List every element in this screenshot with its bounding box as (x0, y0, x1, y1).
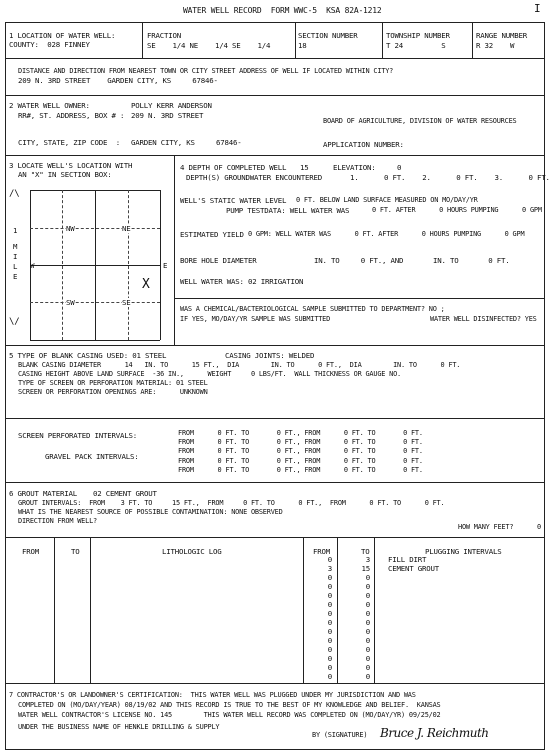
screen-intervals-label: SCREEN PERFORATED INTERVALS: (18, 431, 137, 440)
casing-diameter: BLANK CASING DIAMETER 14 IN. TO 15 FT., DIA IN. TO 0 FT., DIA IN. TO 0 FT. (18, 361, 461, 369)
plug-to-cell: 0 (365, 582, 370, 591)
log-header-from: FROM (22, 547, 39, 556)
divider (5, 58, 545, 59)
divider (5, 95, 545, 96)
grid-dash (30, 302, 160, 303)
log-header-plug-to: TO (361, 547, 370, 556)
pump-value: 0 FT. AFTER 0 HOURS PUMPING 0 GPM (372, 206, 542, 214)
application-label: APPLICATION NUMBER: (323, 140, 404, 149)
static-value: 0 FT. BELOW LAND SURFACE MEASURED ON MO/DAY/YR (296, 196, 478, 204)
fraction-value: SE 1/4 NE 1/4 SE 1/4 (147, 41, 271, 50)
elevation-label: ELEVATION: (333, 163, 376, 172)
depth-label: 4 DEPTH OF COMPLETED WELL (180, 163, 287, 172)
casing-height: CASING HEIGHT ABOVE LAND SURFACE -36 IN., WEIGHT 0 LBS/FT. WALL THICKNESS OR GAUGE NO. (18, 370, 402, 378)
screen-type: TYPE OF SCREEN OR PERFORATION MATERIAL: 01 STEEL (18, 379, 208, 387)
plug-from-cell: 0 (327, 672, 332, 681)
groundwater-label: DEPTH(S) GROUNDWATER ENCOUNTERED (186, 173, 322, 182)
section-value: 18 (298, 41, 307, 50)
plug-to-cell: 0 (365, 645, 370, 654)
divider (295, 22, 296, 58)
county-value: COUNTY: 028 FINNEY (9, 40, 90, 49)
address-label: RR#, ST. ADDRESS, BOX # : (18, 111, 125, 120)
owner-value: POLLY KERR ANDERSON (131, 101, 212, 110)
plug-from-cell: 0 (327, 663, 332, 672)
chemical-sample: WAS A CHEMICAL/BACTERIOLOGICAL SAMPLE SUBMITTED TO DEPARTMENT? NO ; (180, 305, 445, 313)
mile-letter: 1 (13, 226, 18, 235)
well-use: WELL WATER WAS: 02 IRRIGATION (180, 277, 304, 286)
plug-to-cell: 0 (365, 618, 370, 627)
plug-to-cell: 0 (365, 636, 370, 645)
plug-to-cell: 0 (365, 573, 370, 582)
plug-description: CEMENT GROUT (388, 564, 439, 573)
gravel-intervals-label: GRAVEL PACK INTERVALS: (45, 452, 139, 461)
plug-to-cell: 0 (365, 663, 370, 672)
static-label: WELL'S STATIC WATER LEVEL (180, 196, 287, 205)
plug-to-cell: 15 (361, 564, 370, 573)
log-header-to: TO (71, 547, 80, 556)
divider (5, 418, 545, 419)
grid-nw: NW (66, 224, 75, 233)
plug-to-cell: 3 (365, 555, 370, 564)
divider (90, 537, 91, 683)
divider (382, 22, 383, 58)
how-many-feet-value: 0 (537, 523, 541, 531)
log-header-lithologic: LITHOLOGIC LOG (162, 547, 222, 556)
plug-from-cell: 3 (327, 564, 332, 573)
casing-type: 5 TYPE OF BLANK CASING USED: 01 STEEL (9, 351, 167, 360)
mile-letter: L (13, 262, 18, 271)
direction-from-well: DIRECTION FROM WELL? (18, 517, 97, 525)
plug-from-cell: 0 (327, 627, 332, 636)
certification-line-3: WATER WELL CONTRACTOR'S LICENSE NO. 145 THIS WATER WELL RECORD WAS COMPLETED ON (MO/DAY/YR) 09/25/02 (18, 711, 441, 719)
grid-ne: NE (122, 224, 131, 233)
grid-dash (62, 190, 63, 340)
plug-to-cell: 0 (365, 627, 370, 636)
plug-from-cell: 0 (327, 582, 332, 591)
plug-from-cell: 0 (327, 600, 332, 609)
signature: Bruce J. Reichmuth (380, 726, 489, 740)
plug-from-cell: 0 (327, 618, 332, 627)
grid-dash (128, 190, 129, 340)
divider (54, 537, 55, 683)
fraction-label: FRACTION (147, 31, 181, 40)
groundwater-value: 1. 0 FT. 2. 0 FT. 3. 0 FT. (350, 173, 550, 182)
divider (303, 537, 304, 683)
range-label: RANGE NUMBER (476, 31, 527, 40)
certification-line-4: UNDER THE BUSINESS NAME OF HENKLE DRILLING & SUPPLY (18, 723, 220, 731)
grid-sw: SW (66, 298, 75, 307)
plug-description: FILL DIRT (388, 555, 427, 564)
plug-to-cell: 0 (365, 654, 370, 663)
plug-to-cell: 0 (365, 600, 370, 609)
gravel-interval: FROM 0 FT. TO 0 FT., FROM 0 FT. TO 0 FT. (178, 457, 423, 465)
divider (5, 155, 545, 156)
bore-label: BORE HOLE DIAMETER (180, 256, 257, 265)
divider (174, 155, 175, 345)
mile-arrow-top: /\ (9, 189, 20, 199)
certification-line-2: COMPLETED ON (MO/DAY/YEAR) 08/19/02 AND THIS RECORD IS TRUE TO THE BEST OF MY KNOWLEDGE AND BELIEF. KANSAS (18, 701, 441, 709)
plug-from-cell: 0 (327, 654, 332, 663)
city-label: CITY, STATE, ZIP CODE : (18, 138, 120, 147)
well-location-mark: X (142, 277, 150, 292)
contamination-source: WHAT IS THE NEAREST SOURCE OF POSSIBLE CONTAMINATION: NONE OBSERVED (18, 508, 283, 516)
plug-from-cell: 0 (327, 555, 332, 564)
grid-se: SE (122, 298, 131, 307)
how-many-feet: HOW MANY FEET? (458, 523, 514, 531)
bore-value: IN. TO 0 FT., AND IN. TO 0 FT. (314, 256, 510, 265)
board-text: BOARD OF AGRICULTURE, DIVISION OF WATER RESOURCES (323, 117, 517, 125)
range-value: R 32 W (476, 41, 515, 50)
mile-letter: E (13, 272, 18, 281)
township-label: TOWNSHIP NUMBER (386, 31, 450, 40)
grid-line (160, 190, 161, 340)
locate-label-2: AN "X" IN SECTION BOX: (18, 170, 112, 179)
section-label: SECTION NUMBER (298, 31, 358, 40)
mile-letter: M (13, 242, 18, 251)
yield-value: 0 GPM: WELL WATER WAS 0 FT. AFTER 0 HOURS PUMPING 0 GPM (248, 230, 525, 238)
grout-intervals: GROUT INTERVALS: FROM 3 FT. TO 15 FT., FROM 0 FT. TO 0 FT., FROM 0 FT. TO 0 FT. (18, 499, 445, 507)
divider (5, 683, 545, 684)
yield-label: ESTIMATED YIELD (180, 230, 244, 239)
log-header-plugging: PLUGGING INTERVALS (425, 547, 502, 556)
divider (374, 537, 375, 683)
city-value: GARDEN CITY, KS 67846- (131, 138, 242, 147)
screen-interval: FROM 0 FT. TO 0 FT., FROM 0 FT. TO 0 FT. (178, 438, 423, 446)
grid-line (30, 340, 160, 341)
corner-mark: I (534, 2, 541, 15)
grout-label: 6 GROUT MATERIAL (9, 489, 77, 498)
divider (5, 537, 545, 538)
plug-from-cell: 0 (327, 591, 332, 600)
perforation-openings: SCREEN OR PERFORATION OPENINGS ARE: UNKNOWN (18, 388, 208, 396)
chemical-sample-date: IF YES, MO/DAY/YR SAMPLE WAS SUBMITTED (180, 315, 331, 323)
plug-to-cell: 0 (365, 672, 370, 681)
casing-joints: CASING JOINTS: WELDED (225, 351, 315, 360)
ksa-number: KSA 82A-1212 (326, 6, 382, 15)
grid-w: W (30, 261, 35, 270)
mile-arrow-bottom: \/ (9, 317, 20, 327)
elevation-value: 0 (397, 163, 402, 172)
distance-value: 209 N. 3RD STREET GARDEN CITY, KS 67846- (18, 76, 218, 85)
location-label: 1 LOCATION OF WATER WELL: (9, 31, 116, 40)
signature-label: BY (SIGNATURE) (312, 731, 368, 739)
divider (472, 22, 473, 58)
grid-dash (30, 228, 160, 229)
plug-to-cell: 0 (365, 609, 370, 618)
certification-line-1: 7 CONTRACTOR'S OR LANDOWNER'S CERTIFICATION: THIS WATER WELL WAS PLUGGED UNDER MY JURISDICTION AND WAS (9, 691, 416, 699)
mile-letter: I (13, 252, 18, 261)
divider (174, 298, 545, 299)
plug-to-cell: 0 (365, 591, 370, 600)
gravel-interval: FROM 0 FT. TO 0 FT., FROM 0 FT. TO 0 FT. (178, 466, 423, 474)
distance-label: DISTANCE AND DIRECTION FROM NEAREST TOWN OR CITY STREET ADDRESS OF WELL IF LOCATED WITHIN CITY? (18, 67, 394, 75)
screen-interval: FROM 0 FT. TO 0 FT., FROM 0 FT. TO 0 FT. (178, 429, 423, 437)
plug-from-cell: 0 (327, 573, 332, 582)
locate-label: 3 LOCATE WELL'S LOCATION WITH (9, 161, 133, 170)
pump-label: PUMP TESTDATA: WELL WATER WAS (226, 206, 350, 215)
log-header-plug-from: FROM (313, 547, 330, 556)
form-number: FORM WWC-5 (270, 6, 317, 15)
township-value: T 24 S (386, 41, 446, 50)
divider (142, 22, 143, 58)
well-disinfected: WATER WELL DISINFECTED? YES (430, 315, 537, 323)
divider (5, 482, 545, 483)
plug-from-cell: 0 (327, 636, 332, 645)
grid-e: E (163, 261, 168, 270)
divider (337, 537, 338, 683)
address-value: 209 N. 3RD STREET (131, 111, 204, 120)
record-title: WATER WELL RECORD (183, 6, 262, 15)
grout-value: 02 CEMENT GROUT (93, 489, 157, 498)
form-title (183, 6, 382, 15)
owner-label: 2 WATER WELL OWNER: (9, 101, 90, 110)
grid-line (30, 265, 160, 266)
depth-value: 15 (300, 163, 309, 172)
plug-from-cell: 0 (327, 609, 332, 618)
gravel-interval: FROM 0 FT. TO 0 FT., FROM 0 FT. TO 0 FT. (178, 447, 423, 455)
plug-from-cell: 0 (327, 645, 332, 654)
divider (5, 345, 545, 346)
